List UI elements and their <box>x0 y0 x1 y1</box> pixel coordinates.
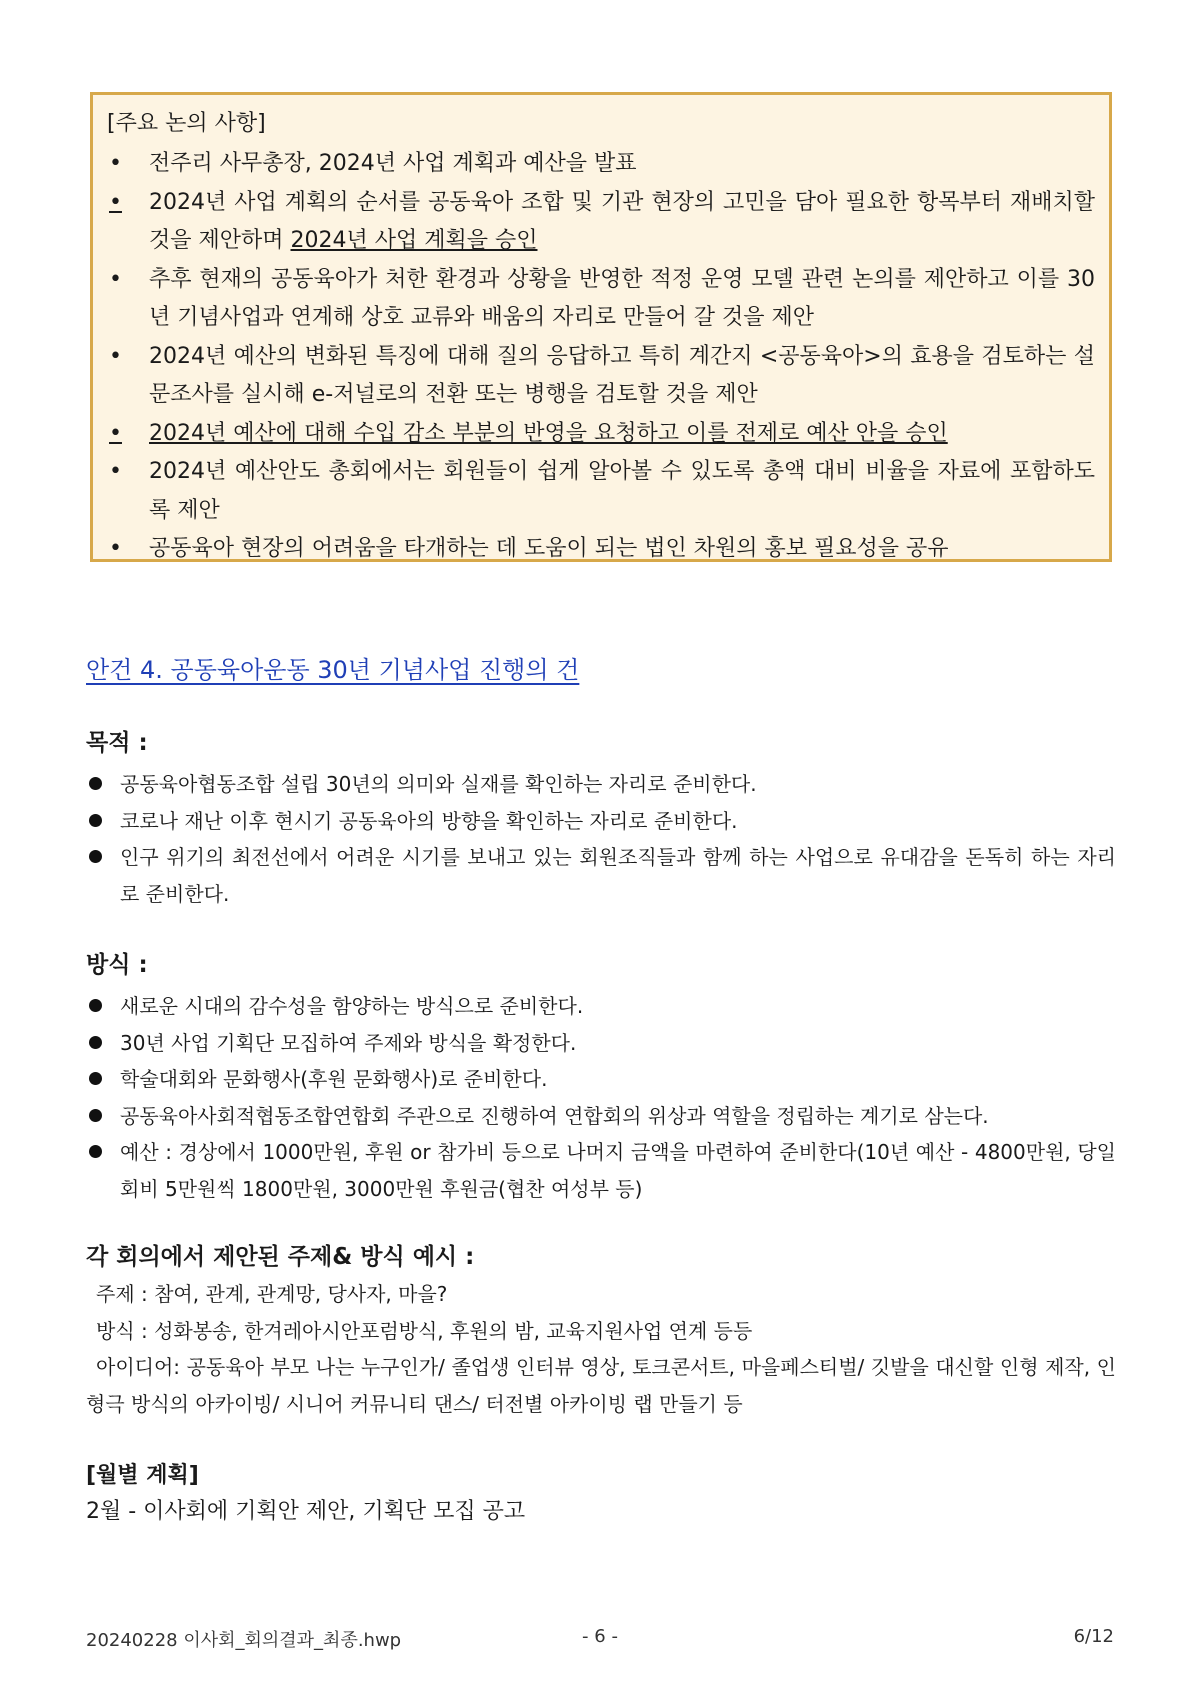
discussion-box <box>90 92 1112 562</box>
bullet-dot <box>89 999 102 1012</box>
agenda-title: 안건 4. 공동육아운동 30년 기념사업 진행의 건 <box>86 656 580 684</box>
discussion-item <box>107 338 1095 415</box>
discussion-item-text: 2024년 사업 계획의 순서를 공동육아 조합 및 기관 현장의 고민을 담아 필요한 항목부터 재배치할 것을 제안하며 <box>149 189 1095 253</box>
monthly-section <box>86 1458 1116 1530</box>
bullet-dot <box>89 814 102 827</box>
bullet-dot <box>89 1036 102 1049</box>
discussion-item-text: 공동육아 현장의 어려움을 타개하는 데 도움이 되는 법인 차원의 홍보 필요성을 공유 <box>149 536 949 561</box>
discussion-item-text: 전주리 사무총장, 2024년 사업 계획과 예산을 발표 <box>149 151 637 176</box>
discussion-title: [주요 논의 사항] <box>107 111 266 136</box>
bullet-dot: • <box>109 151 122 176</box>
bullet-dot <box>89 777 102 790</box>
bullet-dot: • <box>109 420 122 446</box>
method-item: 예산 : 경상에서 1000만원, 후원 or 참가비 등으로 나머지 금액을 마련하여 준비한다(10년 예산 - 4800만원, 당일 회비 5만원씩 1800만원, 3000만원 후원금(협찬 여성부 등) <box>86 1134 1116 1207</box>
bullet-dot: • <box>109 536 122 561</box>
bullet-dot: • <box>109 459 122 484</box>
proposals-idea: 아이디어: 공동육아 부모 나는 누구인가/ 졸업생 인터뷰 영상, 토크콘서트, 마을페스티벌/ 깃발을 대신할 인형 제작, 인형극 방식의 아카이빙/ 시니어 커뮤니티 댄스/ 터전별 아카이빙 랩 만들기 등 <box>86 1355 1116 1416</box>
bullet-dot <box>89 1072 102 1085</box>
method-item: 공동육아사회적협동조합연합회 주관으로 진행하여 연합회의 위상과 역할을 정립하는 계기로 삼는다. <box>86 1098 1116 1135</box>
bullet-dot <box>89 1145 102 1158</box>
monthly-heading: [월별 계획] <box>86 1463 199 1488</box>
proposals-method: 방식 : 성화봉송, 한겨레아시안포럼방식, 후원의 밤, 교육지원사업 연계 등등 <box>96 1318 753 1343</box>
purpose-section <box>86 726 1116 912</box>
footer-filename: 20240228 이사회_회의결과_최종.hwp <box>86 1630 402 1651</box>
discussion-item <box>107 261 1095 338</box>
discussion-item-text: 추후 현재의 공동육아가 처한 환경과 상황을 반영한 적정 운영 모델 관련 논의를 제안하고 이를 30년 기념사업과 연계해 상호 교류와 배움의 자리로 만들어 갈 것을 제안 <box>149 266 1095 330</box>
purpose-item: 공동육아협동조합 설립 30년의 의미와 실재를 확인하는 자리로 준비한다. <box>86 766 1116 803</box>
purpose-item: 인구 위기의 최전선에서 어려운 시기를 보내고 있는 회원조직들과 함께 하는 사업으로 유대감을 돈독히 하는 자리로 준비한다. <box>86 839 1116 912</box>
purpose-item: 코로나 재난 이후 현시기 공동육아의 방향을 확인하는 자리로 준비한다. <box>86 803 1116 840</box>
proposals-topic: 주제 : 참여, 관계, 관계망, 당사자, 마을? <box>96 1282 448 1306</box>
discussion-item <box>107 184 1095 261</box>
method-item: 30년 사업 기획단 모집하여 주제와 방식을 확정한다. <box>86 1025 1116 1062</box>
bullet-dot: • <box>109 343 122 369</box>
discussion-item-text: 2024년 예산안도 총회에서는 회원들이 쉽게 알아볼 수 있도록 총액 대비 비율을 자료에 포함하도록 제안 <box>149 459 1095 523</box>
discussion-item <box>107 530 1095 569</box>
proposals-section <box>86 1240 1116 1422</box>
discussion-item-text: 2024년 예산의 변화된 특징에 대해 질의 응답하고 특히 계간지 <공동육아>의 효용을 검토하는 설문조사를 실시해 e-저널로의 전환 또는 병행을 검토할 것을 제안 <box>149 343 1095 407</box>
method-item: 새로운 시대의 감수성을 함양하는 방식으로 준비한다. <box>86 988 1116 1025</box>
purpose-list <box>86 766 1116 912</box>
footer-page-number: - 6 - <box>582 1626 618 1647</box>
discussion-item <box>107 415 1095 454</box>
method-heading: 방식 : <box>86 952 148 978</box>
proposals-heading: 각 회의에서 제안된 주제& 방식 예시 : <box>86 1244 475 1270</box>
discussion-item <box>107 145 1095 184</box>
method-section <box>86 948 1116 1207</box>
footer-page-count: 6/12 <box>1073 1626 1114 1647</box>
discussion-item-underlined-text: 2024년 사업 계획을 승인 <box>290 228 538 253</box>
monthly-line: 2월 - 이사회에 기획안 제안, 기획단 모집 공고 <box>86 1499 526 1524</box>
discussion-list <box>107 145 1095 569</box>
method-list <box>86 988 1116 1207</box>
bullet-dot <box>89 1109 102 1122</box>
purpose-heading: 목적 : <box>86 730 148 756</box>
method-item: 학술대회와 문화행사(후원 문화행사)로 준비한다. <box>86 1061 1116 1098</box>
discussion-item-underlined-text: 2024년 예산에 대해 수입 감소 부분의 반영을 요청하고 이를 전제로 예산 안을 승인 <box>149 420 948 446</box>
bullet-dot: • <box>109 266 122 292</box>
bullet-dot <box>89 850 102 863</box>
discussion-item <box>107 453 1095 530</box>
bullet-dot: • <box>109 189 122 215</box>
